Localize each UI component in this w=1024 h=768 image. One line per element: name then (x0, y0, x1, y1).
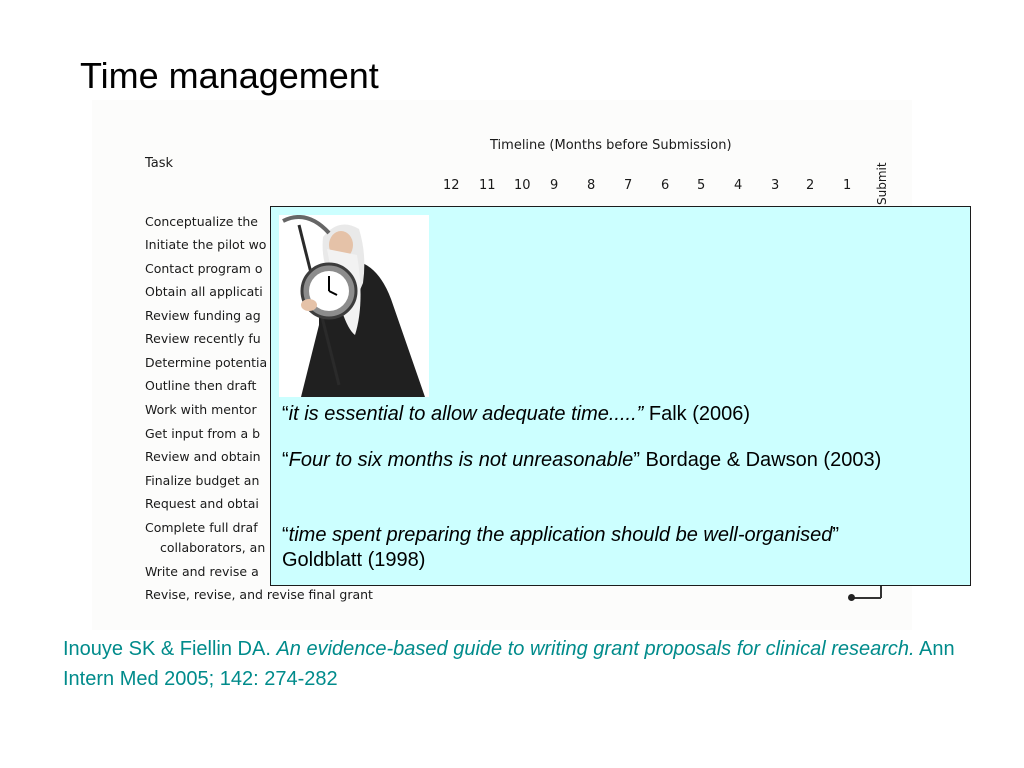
task-row: Determine potentia (145, 355, 268, 370)
month-label: 10 (514, 178, 531, 193)
task-row: Write and revise a (145, 564, 259, 579)
quote-open-mark: “ (282, 449, 289, 471)
citation-authors: Inouye SK & Fiellin DA. (63, 638, 277, 660)
month-label: 3 (771, 178, 780, 193)
quote-bordage (282, 448, 882, 473)
citation-title: An evidence-based guide to writing grant proposals for clinical research. (276, 638, 915, 660)
quote-text: Four to six months is not unreasonable (288, 449, 634, 471)
task-row: Revise, revise, and revise final grant (145, 587, 373, 602)
month-label: 7 (624, 178, 633, 193)
quote-falk (282, 402, 882, 427)
citation-journal: Ann Intern Med 2005; 142: 274-282 (63, 638, 955, 690)
quote-open-mark: “ (282, 524, 289, 546)
month-label: 12 (443, 178, 460, 193)
month-label: 6 (661, 178, 670, 193)
task-row: collaborators, an (160, 540, 266, 555)
timeline-header: Timeline (Months before Submission) (490, 138, 732, 153)
reference-citation (63, 634, 983, 694)
task-row: Initiate the pilot wo (145, 237, 267, 252)
quote-close-mark: ” (633, 449, 640, 471)
quote-box (270, 206, 971, 586)
task-row: Outline then draft (145, 378, 257, 393)
quote-author: Goldblatt (1998) (282, 549, 426, 571)
task-row: Contact program o (145, 261, 263, 276)
task-row: Request and obtai (145, 496, 259, 511)
quote-text: time spent preparing the application should be well-organised (288, 524, 833, 546)
father-time-image (279, 215, 429, 397)
month-label: 8 (587, 178, 596, 193)
task-column-header: Task (145, 156, 174, 171)
timeline-marker (848, 594, 855, 601)
month-label: 5 (697, 178, 706, 193)
quote-text: it is essential to allow adequate time.....” (288, 403, 644, 425)
slide-title: Time management (80, 55, 379, 96)
task-row: Conceptualize the (145, 214, 258, 229)
task-row: Work with mentor (145, 402, 257, 417)
task-row: Finalize budget an (145, 473, 260, 488)
month-label: 9 (550, 178, 559, 193)
task-row: Review recently fu (145, 331, 261, 346)
quote-author: Bordage & Dawson (2003) (639, 449, 882, 471)
task-row: Complete full draf (145, 520, 258, 535)
month-label: 4 (734, 178, 743, 193)
task-row: Get input from a b (145, 426, 261, 441)
task-row: Review funding ag (145, 308, 261, 323)
quote-goldblatt (282, 523, 882, 573)
task-row: Review and obtain (145, 449, 261, 464)
month-label: 2 (806, 178, 815, 193)
quote-open-mark: “ (282, 403, 289, 425)
submit-column-header: Submit (875, 162, 889, 205)
quote-author: Falk (2006) (643, 403, 751, 425)
month-label: 1 (843, 178, 852, 193)
timeline-bar (853, 597, 881, 599)
month-label: 11 (479, 178, 496, 193)
task-row: Obtain all applicati (145, 284, 263, 299)
quote-close-mark: ” (832, 524, 840, 546)
